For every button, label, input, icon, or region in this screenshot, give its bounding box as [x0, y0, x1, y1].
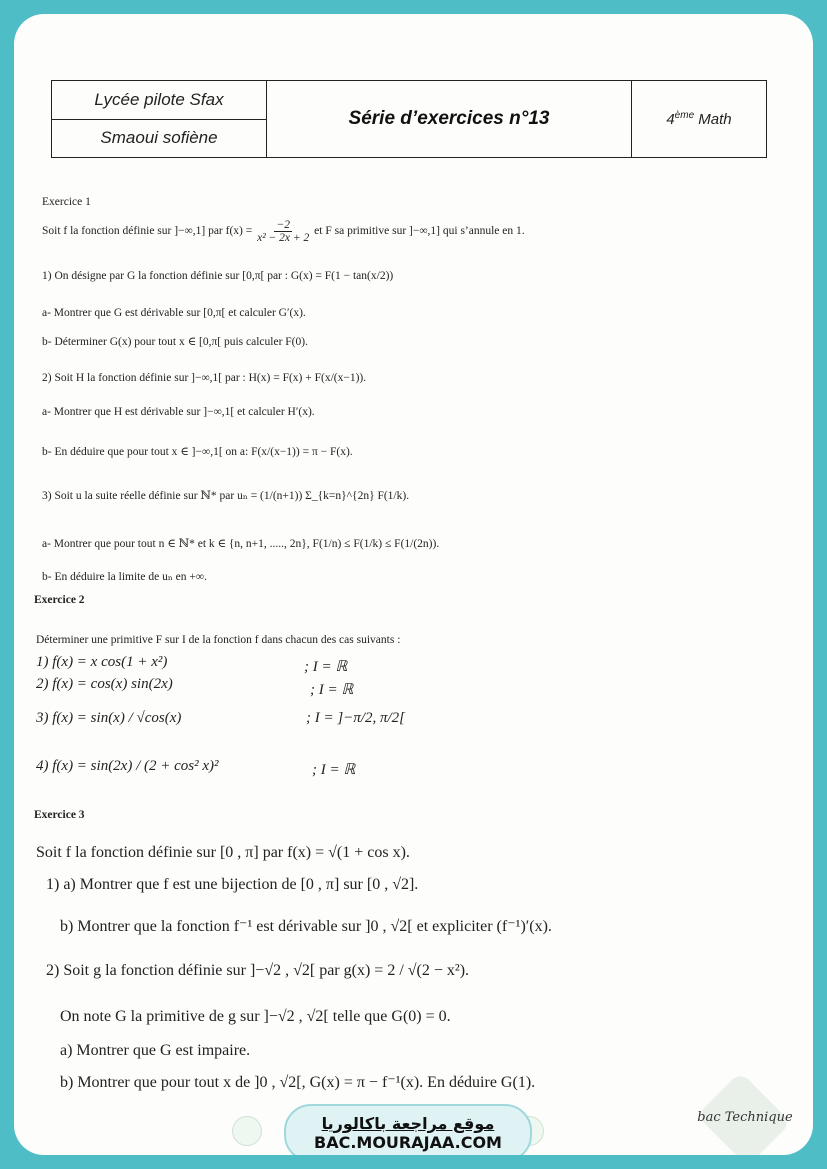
ex3-title: Exercice 3	[34, 809, 85, 821]
ex1-q2b: b- En déduire que pour tout x ∈ ]−∞,1[ on a: F(x/(x−1)) = π − F(x).	[42, 446, 353, 458]
ex2-item-2-interval: ; I = ℝ	[310, 682, 354, 698]
ex1-q1a: a- Montrer que G est dérivable sur [0,π[ et calculer G′(x).	[42, 307, 306, 319]
ex2-item-1-interval: ; I = ℝ	[304, 659, 348, 675]
ex2-item-2-function: 2) f(x) = cos(x) sin(2x)	[36, 676, 173, 692]
ex2-item-3-interval: ; I = ]−π/2, π/2[	[306, 710, 406, 726]
teacher-name: Smaoui sofiène	[100, 128, 218, 148]
series-title: Série d’exercices n°13	[267, 81, 632, 157]
ex2-item-4-interval: ; I = ℝ	[312, 762, 356, 778]
stamp-text: bac Technique	[697, 1110, 793, 1125]
banner-url[interactable]: BAC.MOURAJAA.COM	[314, 1133, 502, 1152]
banner-arabic-text: موقع مراجعة باكالوريا	[321, 1114, 495, 1133]
ex2-title: Exercice 2	[34, 594, 85, 606]
class-level: 4ème Math	[666, 110, 732, 128]
ex2-item-4-function: 4) f(x) = sin(2x) / (2 + cos² x)²	[36, 758, 219, 774]
ex2-item-3-function: 3) f(x) = sin(x) / √cos(x)	[36, 710, 182, 726]
school-name: Lycée pilote Sfax	[52, 81, 266, 120]
header-left-cell	[52, 81, 267, 157]
ex1-q3a: a- Montrer que pour tout n ∈ ℕ* et k ∈ {n, n+1, ....., 2n}, F(1/n) ≤ F(1/k) ≤ F(1/(2n)).	[42, 538, 440, 550]
site-banner[interactable]	[284, 1104, 532, 1155]
document-page	[14, 14, 813, 1155]
ex3-q2-note: On note G la primitive de g sur ]−√2 , √2[ telle que G(0) = 0.	[60, 1008, 451, 1025]
ex1-title: Exercice 1	[42, 196, 91, 208]
ex1-q3b: b- En déduire la limite de uₙ en +∞.	[42, 571, 207, 583]
ex1-q1: 1) On désigne par G la fonction définie sur [0,π[ par : G(x) = F(1 − tan(x/2))	[42, 270, 394, 282]
ex3-q2a: a) Montrer que G est impaire.	[60, 1042, 251, 1059]
header-table	[51, 80, 767, 158]
ex3-q1b: b) Montrer que la fonction f⁻¹ est dérivable sur ]0 , √2[ et expliciter (f⁻¹)′(x).	[60, 918, 552, 935]
left-logo-icon	[232, 1116, 262, 1146]
ex1-intro: Soit f la fonction définie sur ]−∞,1] par f(x) = $\frac{-2}{\text{x² − 2x + 2}}$ et F sa primitive sur ]−∞,1] qui s’annule en 1.	[42, 219, 525, 244]
ex2-intro: Déterminer une primitive F sur I de la fonction f dans chacun des cas suivants :	[36, 634, 401, 646]
ex3-q1a: 1) a) Montrer que f est une bijection de [0 , π] sur [0 , √2].	[46, 876, 419, 893]
ex3-q2: 2) Soit g la fonction définie sur ]−√2 , √2[ par g(x) = 2 / √(2 − x²).	[46, 962, 470, 979]
ex1-q3: 3) Soit u la suite réelle définie sur ℕ* par uₙ = (1/(n+1)) Σ_{k=n}^{2n} F(1/k).	[42, 490, 410, 502]
ex2-item-1-function: 1) f(x) = x cos(1 + x²)	[36, 654, 168, 670]
ex1-q2a: a- Montrer que H est dérivable sur ]−∞,1[ et calculer H′(x).	[42, 406, 315, 418]
ex3-intro: Soit f la fonction définie sur [0 , π] par f(x) = √(1 + cos x).	[36, 844, 410, 861]
ex1-q1b: b- Déterminer G(x) pour tout x ∈ [0,π[ puis calculer F(0).	[42, 336, 308, 348]
ex1-intro-fraction: $\frac{-2}{\text{x² − 2x + 2}}$	[257, 219, 310, 244]
ex1-q2: 2) Soit H la fonction définie sur ]−∞,1[ par : H(x) = F(x) + F(x/(x−1)).	[42, 372, 367, 384]
ex3-q2b: b) Montrer que pour tout x de ]0 , √2[, G(x) = π − f⁻¹(x). En déduire G(1).	[60, 1074, 536, 1091]
